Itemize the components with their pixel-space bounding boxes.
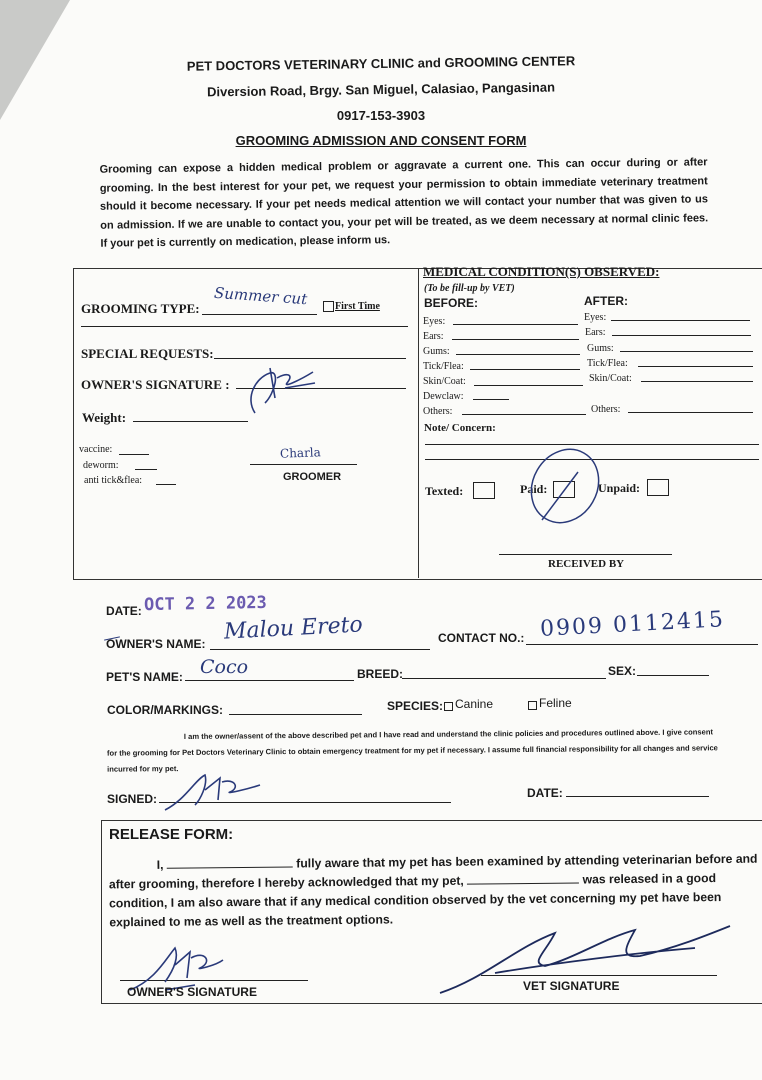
groomer-label: GROOMER xyxy=(283,471,342,483)
color-markings-field[interactable] xyxy=(229,714,362,715)
before-eyes-field[interactable] xyxy=(453,324,578,325)
breed-label: BREED: xyxy=(357,667,404,681)
owner-signature-mark xyxy=(225,358,325,418)
release-pet-field[interactable] xyxy=(467,882,579,884)
texted-checkbox[interactable] xyxy=(473,482,495,499)
first-time-label: First Time xyxy=(335,301,380,312)
release-text-part1: I, xyxy=(156,857,164,872)
paid-circle-mark xyxy=(520,442,610,532)
paid-label: Paid: xyxy=(520,482,548,496)
color-markings-label: COLOR/MARKINGS: xyxy=(107,703,223,717)
before-gums-field[interactable] xyxy=(456,354,580,355)
species-label: SPECIES: xyxy=(387,699,444,713)
texted-label: Texted: xyxy=(425,484,464,498)
before-dewclaw-field[interactable] xyxy=(473,399,509,400)
weight-field[interactable] xyxy=(133,421,248,422)
signed-signature-mark xyxy=(160,770,270,815)
before-label: BEFORE: xyxy=(424,296,478,310)
after-eyes: Eyes: xyxy=(584,312,607,323)
deworm-field[interactable] xyxy=(135,469,157,470)
contact-value: 0909 0112415 xyxy=(539,607,726,642)
vaccine-label: vaccine: xyxy=(79,444,113,455)
before-others: Others: xyxy=(423,406,453,417)
form-title: GROOMING ADMISSION AND CONSENT FORM xyxy=(235,133,527,148)
after-gums-field[interactable] xyxy=(620,351,753,352)
date-stamp: OCT 2 2 2023 xyxy=(143,592,267,616)
grooming-type-label: GROOMING TYPE: xyxy=(81,301,200,316)
release-text-part2: fully aware that my pet has been examined by attending veterinarian before and after grooming, therefore I hereby acknowledged that my pet, xyxy=(108,851,758,892)
before-ears: Ears: xyxy=(423,331,444,342)
intro-paragraph: Grooming can expose a hidden medical problem or aggravate a current one. This can occur during or after grooming. In the best interest for your pet, we request your permission to obtain immediate veterinary treatment should it become necessary. If your pet needs medical attention we will contact your number that was given to us on admission. If we are unable to contact you, your pet will be treated, as we deem necessary at normal clinic fees. If your pet is currently on medication, please inform us. xyxy=(99,156,709,250)
after-ears: Ears: xyxy=(585,327,606,338)
weight-label: Weight: xyxy=(82,410,127,425)
after-tick-flea-field[interactable] xyxy=(638,366,753,367)
owner-name-value: Malou Ereto xyxy=(223,612,364,645)
owner-name-field[interactable] xyxy=(210,649,430,650)
canine-label: Canine xyxy=(455,697,494,711)
before-others-field[interactable] xyxy=(462,414,586,415)
grooming-type-field[interactable] xyxy=(202,314,317,315)
note-concern-label: Note/ Concern: xyxy=(424,422,496,434)
pet-name-value: Coco xyxy=(200,656,249,678)
release-vet-signature-label: VET SIGNATURE xyxy=(523,979,620,993)
after-label: AFTER: xyxy=(584,294,628,308)
before-gums: Gums: xyxy=(423,346,450,357)
date-label: DATE: xyxy=(106,604,142,618)
before-tick-flea: Tick/Flea: xyxy=(423,361,464,372)
contact-field[interactable] xyxy=(526,644,758,645)
consent-paragraph: I am the owner/assent of the above described pet and I have read and understand the clinic policies and procedures outlined above. I give consent for the grooming for Pet Doctors Veterinary Clinic to obtain emergency treatment for my pet if necessary. I assume full financial responsibility for all changes and service incurred for my pet. xyxy=(106,727,718,774)
after-gums: Gums: xyxy=(587,343,614,354)
after-ears-field[interactable] xyxy=(612,335,751,336)
before-skin-coat: Skin/Coat: xyxy=(423,376,466,387)
after-skin-coat: Skin/Coat: xyxy=(589,373,632,384)
breed-field[interactable] xyxy=(402,678,606,679)
after-eyes-field[interactable] xyxy=(611,320,750,321)
section-divider xyxy=(418,268,419,578)
signed-label: SIGNED: xyxy=(107,792,158,806)
received-by-label: RECEIVED BY xyxy=(548,558,625,570)
medical-subtitle: (To be fill-up by VET) xyxy=(424,283,515,294)
canine-checkbox[interactable] xyxy=(444,702,453,711)
groomer-field[interactable] xyxy=(250,464,357,465)
deworm-label: deworm: xyxy=(83,460,119,471)
owner-name-label: OWNER'S NAME: xyxy=(106,637,206,651)
groomer-name: Charla xyxy=(279,445,322,461)
clinic-address: Diversion Road, Brgy. San Miguel, Calasiao, Pangasinan xyxy=(206,79,556,100)
medical-title: MEDICAL CONDITION(S) OBSERVED: xyxy=(423,264,660,279)
before-dewclaw: Dewclaw: xyxy=(423,391,464,402)
unpaid-label: Unpaid: xyxy=(598,481,641,495)
sex-field[interactable] xyxy=(637,675,709,676)
unpaid-checkbox[interactable] xyxy=(647,479,669,496)
release-name-field[interactable] xyxy=(167,866,293,868)
after-others: Others: xyxy=(591,404,621,415)
release-title: RELEASE FORM: xyxy=(109,826,234,843)
before-tick-flea-field[interactable] xyxy=(470,369,580,370)
pet-name-label: PET'S NAME: xyxy=(106,670,183,684)
after-tick-flea: Tick/Flea: xyxy=(587,358,628,369)
signed-date-field[interactable] xyxy=(566,796,709,797)
grooming-type-field-2[interactable] xyxy=(81,326,408,327)
special-requests-label: SPECIAL REQUESTS: xyxy=(81,346,214,361)
signed-date-label: DATE: xyxy=(527,786,563,800)
sex-label: SEX: xyxy=(608,664,637,678)
clinic-phone: 0917-153-3903 xyxy=(336,108,426,123)
release-text-part3: was released in a good condition, I am also aware that if any medical condition observed by the vet concerning my pet have been explained to me as well as the treatment options. xyxy=(109,871,722,930)
vaccine-field[interactable] xyxy=(119,454,149,455)
feline-label: Feline xyxy=(539,696,572,710)
before-ears-field[interactable] xyxy=(452,339,579,340)
before-eyes: Eyes: xyxy=(423,316,446,327)
clinic-name: PET DOCTORS VETERINARY CLINIC and GROOMING CENTER xyxy=(186,53,576,74)
grooming-type-value: Summer cut xyxy=(213,283,308,309)
anti-tick-field[interactable] xyxy=(156,484,176,485)
anti-tick-label: anti tick&flea: xyxy=(84,475,143,486)
after-others-field[interactable] xyxy=(628,412,753,413)
owner-signature-label: OWNER'S SIGNATURE : xyxy=(81,377,230,392)
pet-name-field[interactable] xyxy=(185,680,354,681)
after-skin-coat-field[interactable] xyxy=(641,381,753,382)
feline-checkbox[interactable] xyxy=(528,701,537,710)
release-owner-signature-label: OWNER'S SIGNATURE xyxy=(127,985,257,999)
before-skin-coat-field[interactable] xyxy=(474,385,583,386)
received-by-field[interactable] xyxy=(499,554,672,555)
contact-label: CONTACT NO.: xyxy=(438,631,525,645)
first-time-checkbox[interactable] xyxy=(323,301,334,312)
